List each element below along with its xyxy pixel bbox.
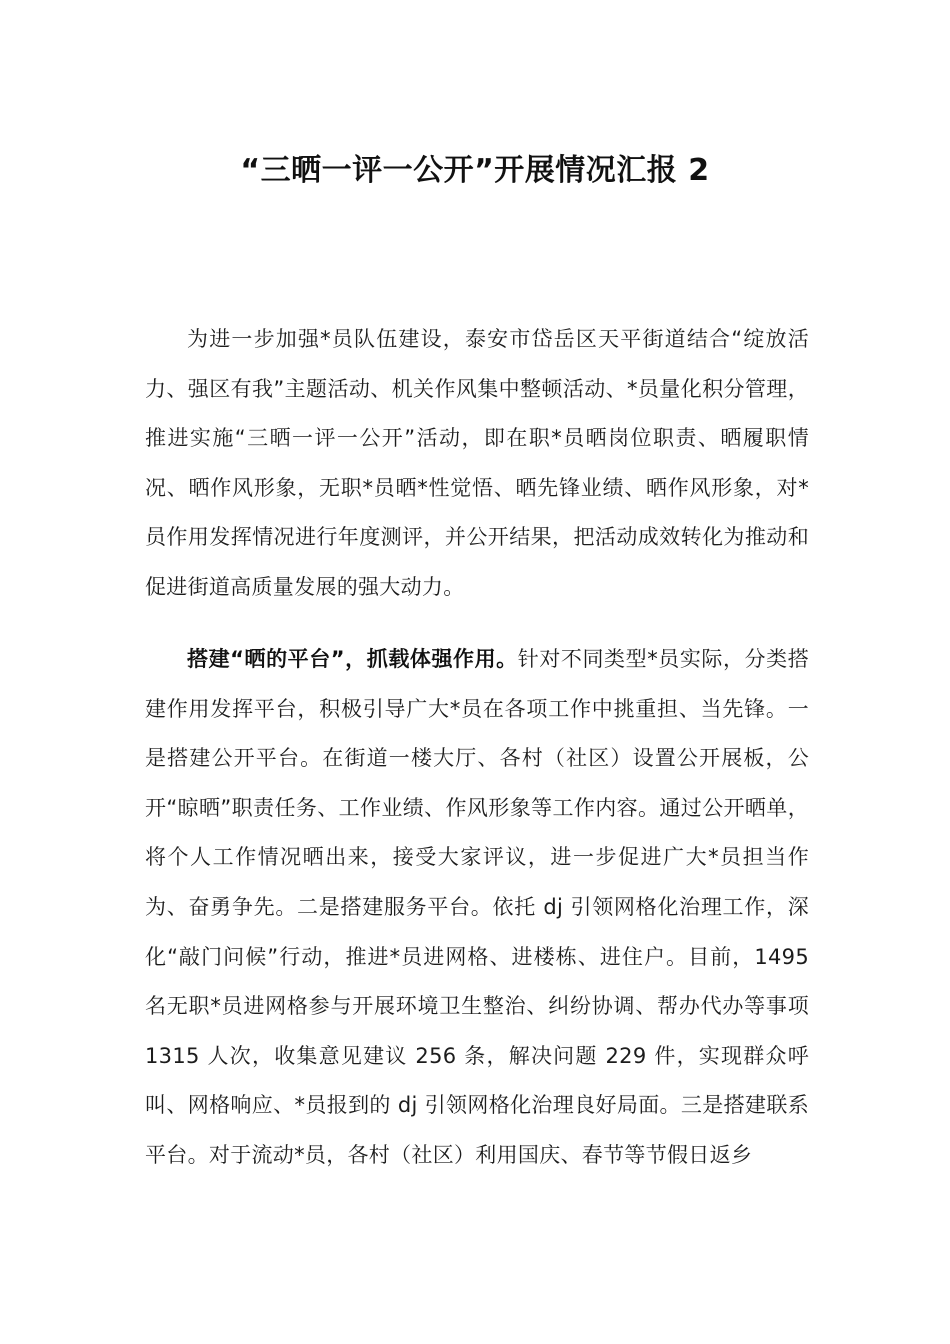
paragraph-platform-text: 针对不同类型*员实际，分类搭建作用发挥平台，积极引导广大*员在各项工作中挑重担、当先锋。一是搭建公开平台。在街道一楼大厅、各村（社区）设置公开展板，公开“晾晒”职责任务、工作业绩、作风形象等工作内容。通过公开晒单，将个人工作情况晒出来，接受大家评议，进一步促进广大*员担当作为、奋勇争先。二是搭建服务平台。依托 dj 引领网格化治理工作，深化“敲门问候”行动，推进*员进网格、进楼栋、进住户。目前，1495 名无职*员进网格参与开展环境卫生整治、纠纷协调、帮办代办等事项 1315 人次，收集意见建议 256 条，解决问题 229 件，实现群众呼叫、网格响应、*员报到的 dj 引领网格化治理良好局面。三是搭建联系平台。对于流动*员，各村（社区）利用国庆、春节等节假日返乡 — [145, 647, 810, 1167]
paragraph-platform — [145, 635, 809, 1181]
paragraph-platform-lead: 搭建“晒的平台”，抓载体强作用。 — [187, 647, 518, 671]
paragraph-intro — [145, 315, 809, 613]
document-title: “三晒一评一公开”开展情况汇报 2 — [240, 153, 710, 189]
paragraph-intro-text: 为进一步加强*员队伍建设，泰安市岱岳区天平街道结合“绽放活力、强区有我”主题活动、机关作风集中整顿活动、*员量化积分管理，推进实施“三晒一评一公开”活动，即在职*员晒岗位职责、晒履职情况、晒作风形象，无职*员晒*性觉悟、晒先锋业绩、晒作风形象，对*员作用发挥情况进行年度测评，并公开结果，把活动成效转化为推动和促进街道高质量发展的强大动力。 — [145, 327, 809, 599]
